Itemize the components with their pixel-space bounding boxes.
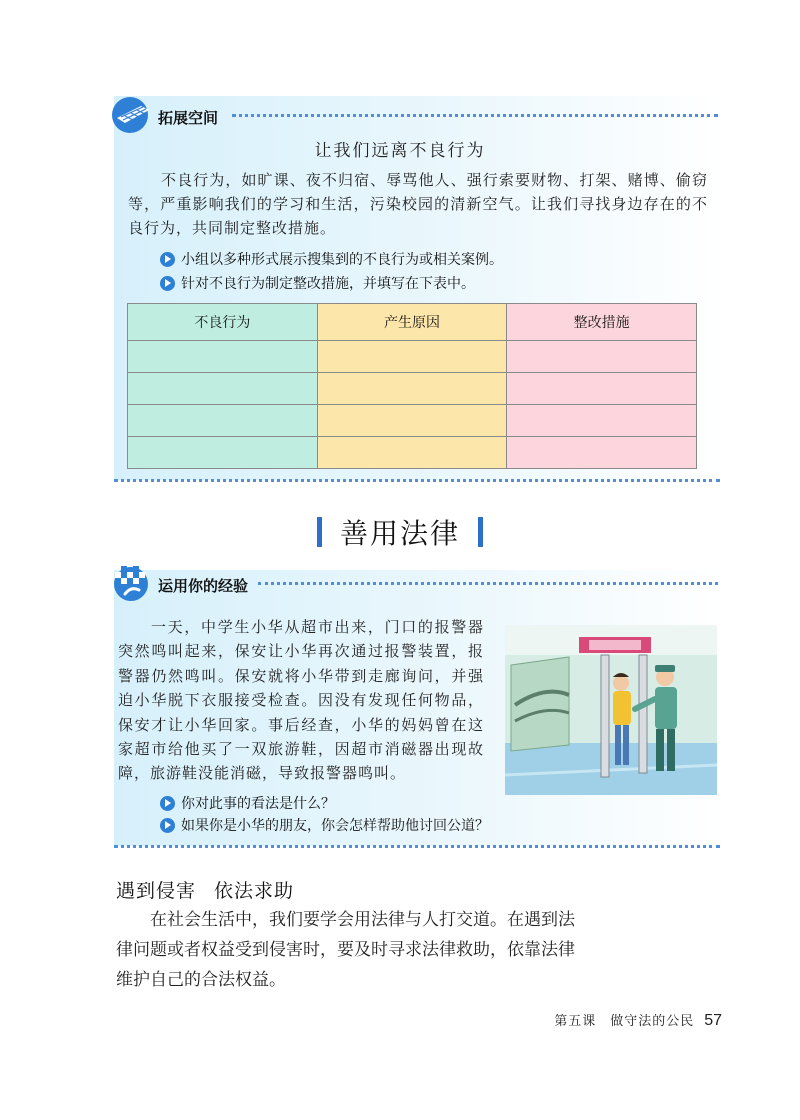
body-paragraph: 在社会生活中，我们要学会用法律与人打交道。在遇到法律问题或者权益受到侵害时，要及时寻求法律救助，依靠法律维护自己的合法权益。 bbox=[116, 910, 575, 990]
page-footer bbox=[554, 1010, 722, 1030]
intro-paragraph: 不良行为，如旷课、夜不归宿、辱骂他人、强行索要财物、打架、赌博、偷窃等，严重影响我们的学习和生活，污染校园的清新空气。让我们寻找身边存在的不良行为，共同制定整改措施。 bbox=[128, 171, 708, 237]
expansion-space-icon bbox=[111, 96, 153, 134]
table-row bbox=[128, 437, 697, 469]
task-bullet bbox=[160, 273, 475, 293]
table-cell[interactable] bbox=[507, 373, 697, 405]
subsection-heading bbox=[116, 876, 294, 903]
table-cell[interactable] bbox=[507, 437, 697, 469]
table-cell[interactable] bbox=[128, 405, 318, 437]
table-cell[interactable] bbox=[507, 341, 697, 373]
use-experience-icon bbox=[111, 562, 153, 602]
heading-bar bbox=[478, 517, 483, 547]
table-cell[interactable] bbox=[128, 341, 318, 373]
question-text: 你对此事的看法是什么？ bbox=[181, 796, 335, 812]
column-header: 整改措施 bbox=[507, 304, 697, 341]
dotted-divider bbox=[114, 845, 720, 848]
table-cell[interactable] bbox=[317, 405, 507, 437]
dotted-divider bbox=[258, 582, 718, 585]
measures-table bbox=[127, 303, 697, 469]
section-label: 拓展空间 bbox=[158, 109, 219, 127]
column-header: 不良行为 bbox=[128, 304, 318, 341]
task-text: 小组以多种形式展示搜集到的不良行为或相关案例。 bbox=[181, 252, 503, 268]
section-label: 运用你的经验 bbox=[158, 577, 249, 595]
question-bullet bbox=[160, 793, 335, 813]
heading-part: 遇到侵害 bbox=[116, 880, 197, 902]
page-number: 57 bbox=[704, 1012, 722, 1029]
table-cell[interactable] bbox=[317, 373, 507, 405]
dotted-divider bbox=[232, 114, 718, 117]
heading-text: 善用法律 bbox=[339, 517, 460, 550]
arrow-bullet-icon bbox=[160, 252, 175, 267]
lesson-title: 第五课 做守法的公民 bbox=[554, 1014, 695, 1029]
table-cell[interactable] bbox=[128, 437, 318, 469]
task-text: 针对不良行为制定整改措施，并填写在下表中。 bbox=[181, 276, 475, 292]
arrow-bullet-icon bbox=[160, 276, 175, 291]
table-cell[interactable] bbox=[507, 405, 697, 437]
table-cell[interactable] bbox=[317, 437, 507, 469]
question-bullet bbox=[160, 815, 489, 835]
case-paragraph: 一天，中学生小华从超市出来，门口的报警器突然鸣叫起来，保安让小华再次通过报警装置，报警器仍然鸣叫。保安就将小华带到走廊询问，并强迫小华脱下衣服接受检查。因没有发现任何物品，保安才让小华回家。事后经查，小华的妈妈曾在这家超市给他买了一双旅游鞋，因超市消磁器出现故障，旅游鞋没能消磁，导致报警器鸣叫。 bbox=[118, 618, 484, 783]
table-cell[interactable] bbox=[128, 373, 318, 405]
supermarket-security-illustration bbox=[505, 625, 717, 795]
arrow-bullet-icon bbox=[160, 796, 175, 811]
table-row bbox=[128, 405, 697, 437]
task-bullet bbox=[160, 249, 503, 269]
table-row bbox=[128, 373, 697, 405]
dotted-divider bbox=[114, 479, 720, 482]
arrow-bullet-icon bbox=[160, 818, 175, 833]
heading-part: 依法求助 bbox=[214, 880, 295, 902]
table-cell[interactable] bbox=[317, 341, 507, 373]
article-title: 让我们远离不良行为 bbox=[314, 141, 486, 161]
question-text: 如果你是小华的朋友，你会怎样帮助他讨回公道？ bbox=[181, 818, 489, 834]
table-row bbox=[128, 341, 697, 373]
column-header: 产生原因 bbox=[317, 304, 507, 341]
table-header-row bbox=[128, 304, 697, 341]
heading-bar bbox=[317, 517, 322, 547]
section-heading bbox=[0, 512, 800, 552]
